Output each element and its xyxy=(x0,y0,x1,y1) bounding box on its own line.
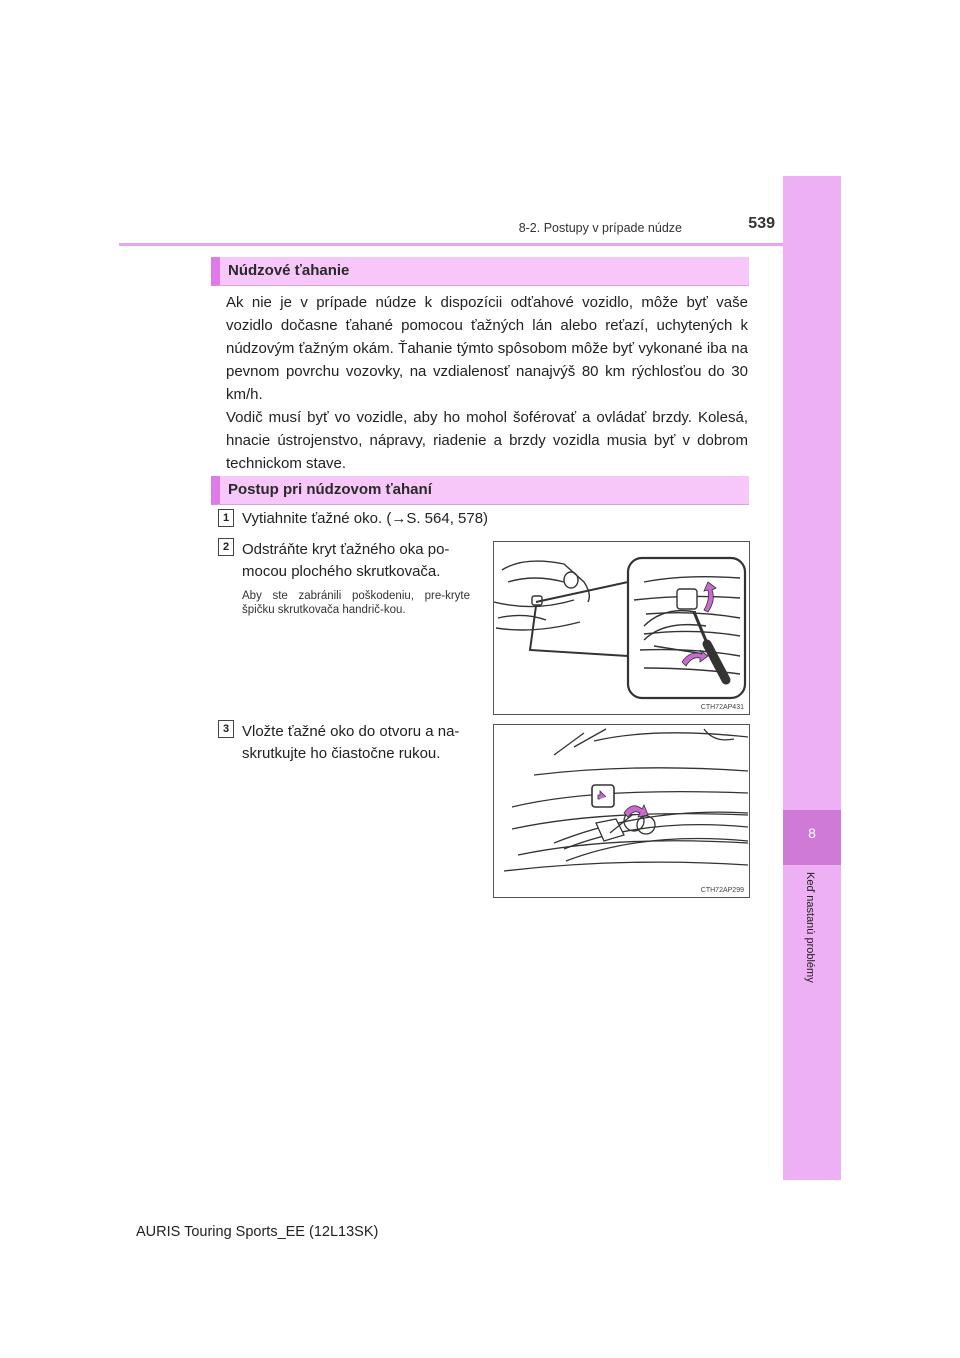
page-number: 539 xyxy=(748,215,775,232)
figure-remove-cover xyxy=(493,541,750,715)
figure-code: CTH72AP299 xyxy=(700,887,744,894)
step-number-box: 2 xyxy=(218,538,234,556)
step-page-reference[interactable]: S. 564, 578) xyxy=(406,510,489,527)
chapter-label: Keď nastanú problémy xyxy=(804,872,816,983)
header-divider xyxy=(119,243,783,246)
towing-eye-illustration xyxy=(494,725,749,897)
step-note: Aby ste zabránili poškodeniu, pre-kryte špičku skrutkovača handrič-kou. xyxy=(242,590,470,616)
section-body xyxy=(226,291,748,475)
step-text-line: Vložte ťažné oko do otvoru a na- xyxy=(242,723,460,740)
step-text-line: mocou plochého skrutkovača. xyxy=(242,563,441,580)
step-text-part: Vytiahnite ťažné oko. ( xyxy=(242,510,392,527)
section-heading-text: Postup pri núdzovom ťahaní xyxy=(228,481,432,498)
step-text-line: skrutkujte ho čiastočne rukou. xyxy=(242,745,441,762)
section-heading-text: Núdzové ťahanie xyxy=(228,262,350,279)
figure-code: CTH72AP431 xyxy=(700,704,744,711)
step-number-box: 1 xyxy=(218,509,234,527)
footer-model-code: AURIS Touring Sports_EE (12L13SK) xyxy=(136,1224,379,1240)
step-text xyxy=(242,508,488,530)
body-paragraph: Vodič musí byť vo vozidle, aby ho mohol šoférovať a ovládať brzdy. Kolesá, hnacie ústrojenstvo, nápravy, riadenie a brzdy vozidla musia byť v dobrom technickom stave. xyxy=(226,409,748,472)
bumper-cover-illustration xyxy=(494,542,749,714)
step-number-box: 3 xyxy=(218,720,234,738)
figure-insert-towing-eye xyxy=(493,724,750,898)
header-section-title: 8-2. Postupy v prípade núdze xyxy=(518,221,682,235)
chapter-number: 8 xyxy=(808,825,816,841)
section-heading-towing-procedure xyxy=(211,476,749,505)
section-heading-emergency-towing xyxy=(211,257,749,286)
step-text-line: Odstráňte kryt ťažného oka po- xyxy=(242,541,450,558)
body-paragraph: Ak nie je v prípade núdze k dispozícii odťahové vozidlo, môže byť vaše vozidlo dočasne ťahané pomocou ťažných lán alebo reťazí, uchytených k núdzovým ťažným okám. Ťahanie týmto spôsobom môže byť vykonané iba na pevnom povrchu vozovky, na vzdialenosť nanajvýš 80 km rýchlosťou do 30 km/h. xyxy=(226,294,748,403)
arrow-symbol: → xyxy=(391,510,407,527)
